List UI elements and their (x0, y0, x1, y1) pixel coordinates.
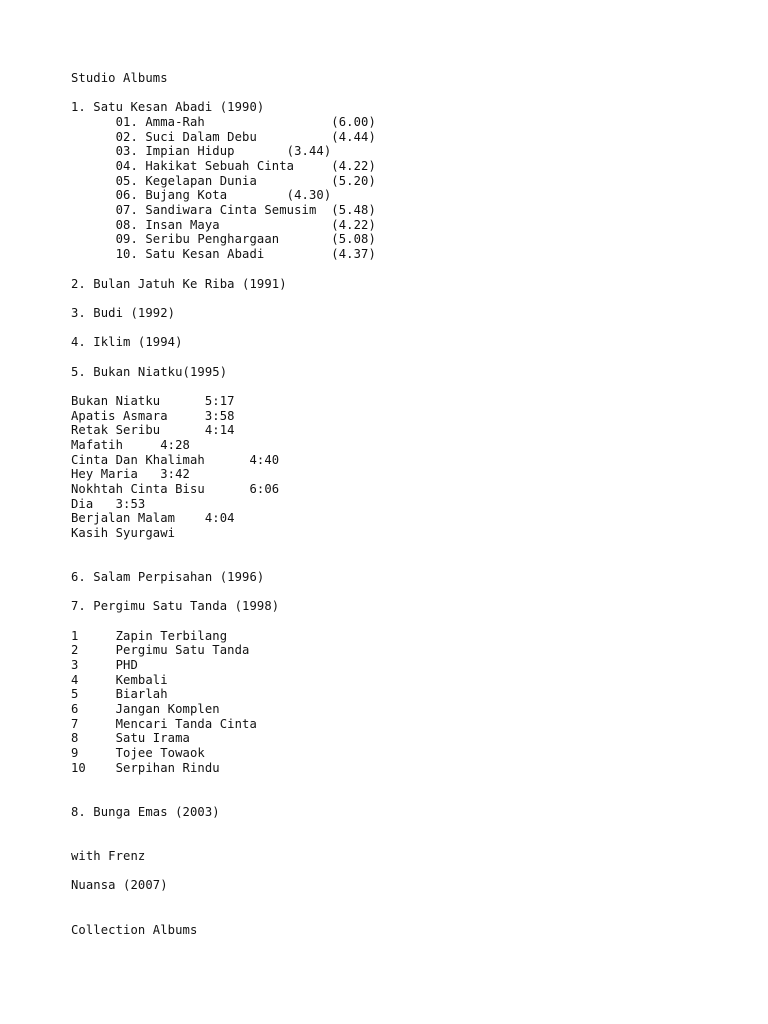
section-heading-collection-albums: Collection Albums (71, 923, 198, 937)
track-line: Dia 3:53 (71, 497, 146, 511)
track-line: Cinta Dan Khalimah 4:40 (71, 453, 280, 467)
track-line: 2 Pergimu Satu Tanda (71, 643, 250, 657)
section-heading-studio-albums: Studio Albums (71, 71, 168, 85)
album-heading: Nuansa (2007) (71, 878, 168, 892)
track-line: 1 Zapin Terbilang (71, 629, 228, 643)
track-line: Bukan Niatku 5:17 (71, 394, 235, 408)
track-line: 4 Kembali (71, 673, 168, 687)
album-heading: 1. Satu Kesan Abadi (1990) (71, 100, 265, 114)
album-heading: 2. Bulan Jatuh Ke Riba (1991) (71, 277, 287, 291)
album-heading: 3. Budi (1992) (71, 306, 176, 320)
track-line: Mafatih 4:28 (71, 438, 190, 452)
track-line: 03. Impian Hidup (3.44) (71, 144, 332, 158)
track-line: 07. Sandiwara Cinta Semusim (5.48) (71, 203, 376, 217)
track-line: 10. Satu Kesan Abadi (4.37) (71, 247, 376, 261)
track-line: 10 Serpihan Rindu (71, 761, 220, 775)
track-line: Berjalan Malam 4:04 (71, 511, 235, 525)
subsection-heading: with Frenz (71, 849, 146, 863)
track-line: 05. Kegelapan Dunia (5.20) (71, 174, 376, 188)
track-line: Hey Maria 3:42 (71, 467, 190, 481)
track-line: 09. Seribu Penghargaan (5.08) (71, 232, 376, 246)
track-line: 6 Jangan Komplen (71, 702, 220, 716)
track-line: 3 PHD (71, 658, 138, 672)
track-line: 04. Hakikat Sebuah Cinta (4.22) (71, 159, 376, 173)
track-line: Nokhtah Cinta Bisu 6:06 (71, 482, 280, 496)
track-line: Apatis Asmara 3:58 (71, 409, 235, 423)
track-line: 06. Bujang Kota (4.30) (71, 188, 332, 202)
track-line: 08. Insan Maya (4.22) (71, 218, 376, 232)
track-line: Retak Seribu 4:14 (71, 423, 235, 437)
track-line: 5 Biarlah (71, 687, 168, 701)
album-heading: 8. Bunga Emas (2003) (71, 805, 220, 819)
album-heading: 5. Bukan Niatku(1995) (71, 365, 228, 379)
track-line: 02. Suci Dalam Debu (4.44) (71, 130, 376, 144)
track-line: 7 Mencari Tanda Cinta (71, 717, 257, 731)
album-heading: 6. Salam Perpisahan (1996) (71, 570, 265, 584)
track-line: 01. Amma-Rah (6.00) (71, 115, 376, 129)
track-line: 8 Satu Irama (71, 731, 190, 745)
track-line: 9 Tojee Towaok (71, 746, 205, 760)
album-heading: 7. Pergimu Satu Tanda (1998) (71, 599, 280, 613)
track-line: Kasih Syurgawi (71, 526, 176, 540)
album-heading: 4. Iklim (1994) (71, 335, 183, 349)
